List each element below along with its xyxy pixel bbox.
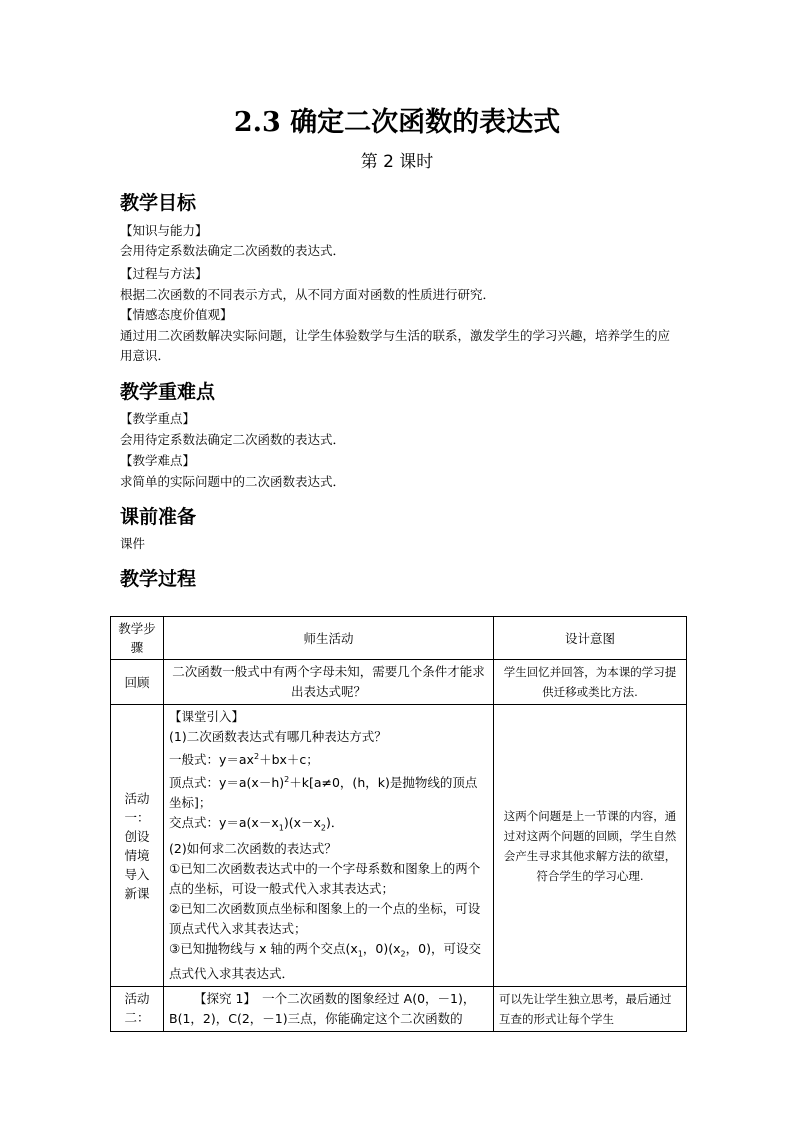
- method-1: ①已知二次函数表达式中的一个字母系数和图象上的两个点的坐标，可设一般式代入求其表达式；: [169, 860, 481, 896]
- preparation-heading: 课前准备: [120, 506, 197, 528]
- step-line: 活动: [124, 790, 150, 806]
- focus-text: 会用待定系数法确定二次函数的表达式．: [120, 432, 346, 447]
- question-1: (1)二次函数表达式有哪几种表达方式？: [169, 729, 387, 744]
- key-points-heading: 教学重难点: [120, 381, 216, 403]
- step-line: 导入: [124, 866, 150, 882]
- emotion-text: 通过用二次函数解决实际问题，让学生体验数学与生活的联系，激发学生的学习兴趣，培养学生的应用意识．: [120, 328, 671, 363]
- knowledge-text: 会用待定系数法确定二次函数的表达式．: [120, 243, 346, 258]
- focus-label: 【教学重点】: [120, 411, 196, 426]
- table-row: [111, 987, 687, 1032]
- step-line: 一：: [124, 809, 150, 825]
- step-line: 二：: [124, 1010, 150, 1026]
- difficulty-label: 【教学难点】: [120, 453, 196, 468]
- process-label: 【过程与方法】: [120, 266, 208, 281]
- method-2: ②已知二次函数顶点坐标和图象上的一个点的坐标，可设顶点式代入求其表达式；: [169, 900, 481, 936]
- knowledge-label: 【知识与能力】: [120, 223, 208, 238]
- activity-cell: [164, 705, 494, 987]
- step-line: 情境: [124, 847, 150, 863]
- process-heading: 教学过程: [120, 568, 197, 590]
- intent-cell: [494, 987, 687, 1032]
- step-cell: [111, 987, 164, 1032]
- emotion-label: 【情感态度价值观】: [120, 307, 233, 322]
- intercept-form: 交点式：$y=a(x-x_1)(x-x_2)$．: [169, 815, 344, 833]
- table-row: [111, 705, 687, 987]
- vertex-form: 顶点式：$y=a(x-h)^2+k[a\ne 0$，(h，k)是抛物线的顶点坐标]；: [169, 775, 478, 811]
- explore-1-intent: 可以先让学生独立思考，最后通过互查的形式让每个学生: [499, 992, 672, 1027]
- question-2: (2)如何求二次函数的表达式？: [169, 840, 337, 856]
- general-form: 一般式：$y=ax^2+bx+c$；: [169, 752, 319, 768]
- explore-1-text: 【探究 1】 一个二次函数的图象经过 A(0，－1)，B(1，2)，C(2，－1)三点，你能确定这个二次函数的: [169, 991, 476, 1027]
- activity-cell: [164, 987, 494, 1032]
- process-text: 根据二次函数的不同表示方式，从不同方面对函数的性质进行研究．: [120, 287, 496, 302]
- table-row: [111, 660, 687, 705]
- intro-label: 【课堂引入】: [169, 709, 245, 724]
- objectives-heading: 教学目标: [120, 192, 197, 214]
- table-header-row: [111, 617, 687, 660]
- lesson-period: 第 2 课时: [360, 152, 434, 172]
- method-3: ③已知抛物线与 x 轴的两个交点($x_1$，$0)(x_2$，0)，可设交点式代入求其表达式．: [169, 940, 481, 982]
- header-intent: 设计意图: [494, 617, 687, 660]
- document-title: 2.3 确定二次函数的表达式: [233, 107, 561, 138]
- lesson-process-table: [110, 616, 687, 1032]
- step-line: 创设: [124, 828, 150, 844]
- step-line: 活动: [124, 991, 150, 1007]
- header-step: 教学步骤: [111, 617, 164, 660]
- activity-cell: 二次函数一般式中有两个字母未知，需要几个条件才能求出表达式呢？: [164, 660, 494, 705]
- header-activity: 师生活动: [164, 617, 494, 660]
- step-cell: 回顾: [111, 660, 164, 705]
- step-cell: [111, 705, 164, 987]
- step-line: 新课: [124, 885, 150, 901]
- intent-cell: 这两个问题是上一节课的内容，通过对这两个问题的回顾，学生自然会产生寻求其他求解方法的欲望，符合学生的学习心理.: [494, 705, 687, 987]
- preparation-text: 课件: [120, 536, 146, 551]
- difficulty-text: 求简单的实际问题中的二次函数表达式．: [120, 474, 346, 489]
- intent-cell: 学生回忆并回答，为本课的学习提供迁移或类比方法.: [494, 660, 687, 705]
